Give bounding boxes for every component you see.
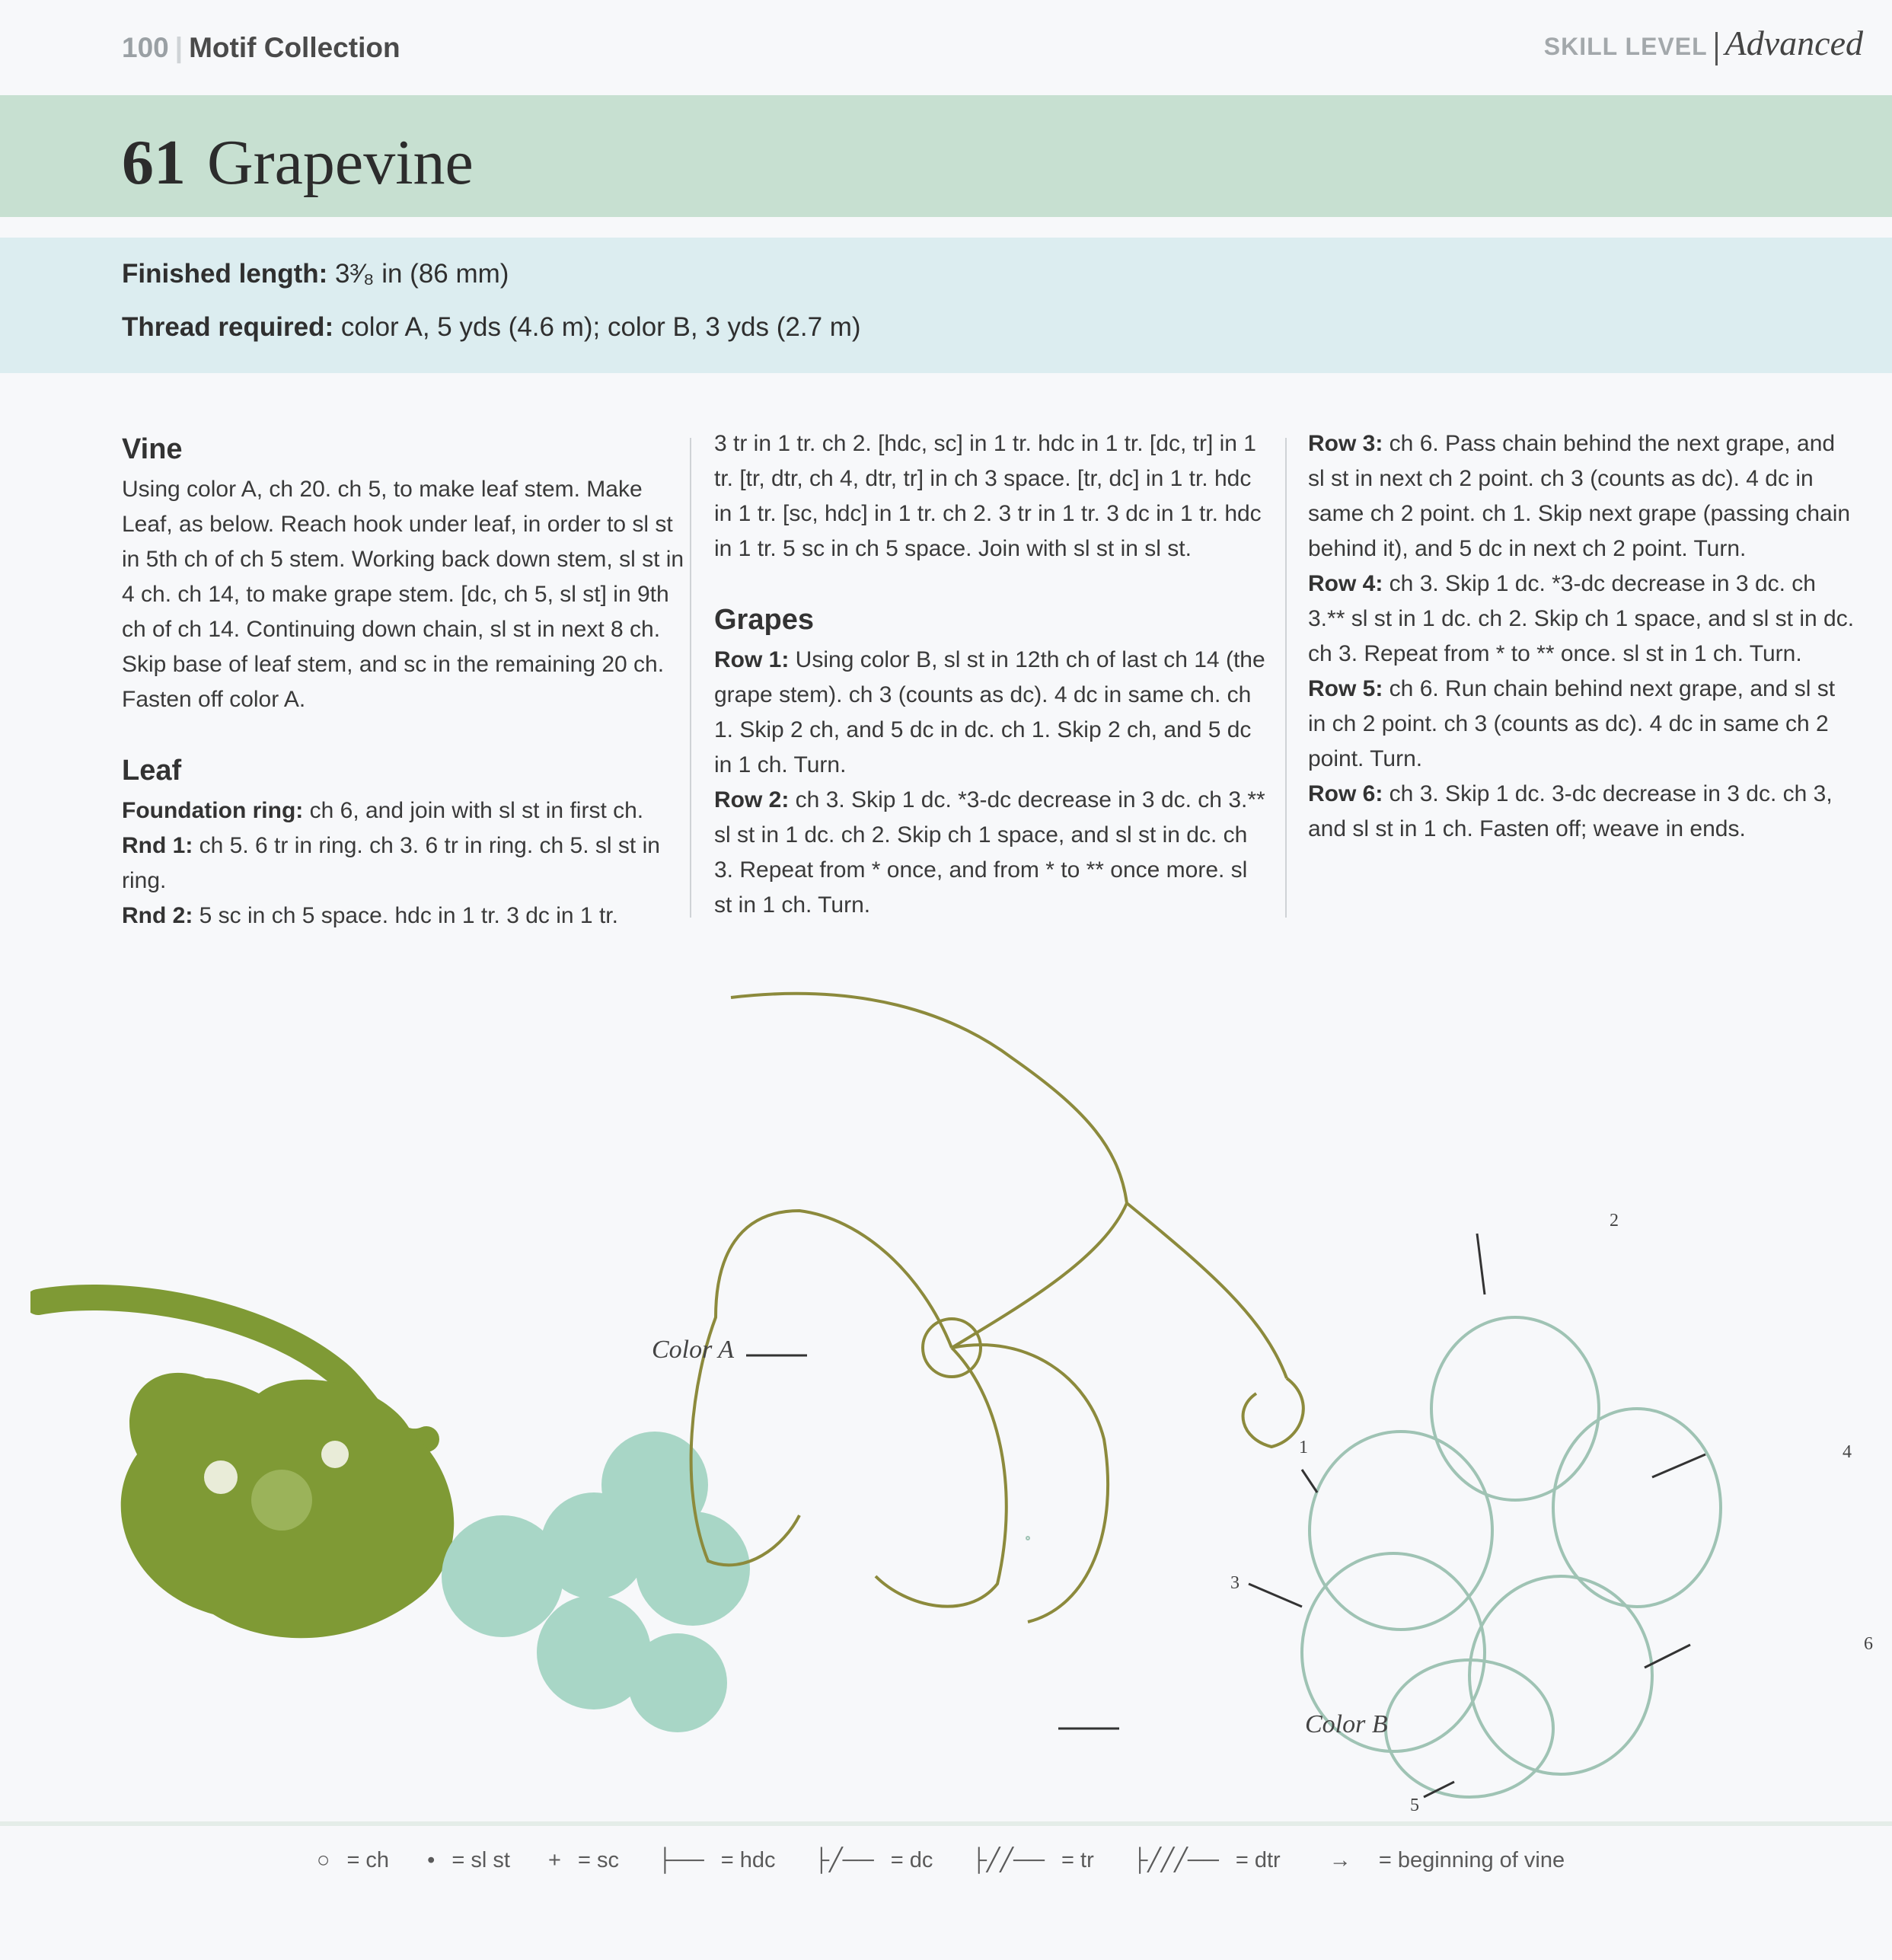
vine-heading: Vine — [122, 433, 183, 465]
row-2-label: Row 2: — [714, 787, 790, 812]
arrow-3 — [1249, 1584, 1302, 1607]
leaf-heading: Leaf — [122, 755, 182, 787]
column-1 — [122, 426, 685, 934]
grape-stem — [1127, 1203, 1287, 1378]
row-2 — [714, 783, 1270, 923]
row-3-text: ch 6. Pass chain behind the next grape, and sl st in next ch 2 point. ch 3 (counts as dc). 4 dc in same ch 2 point. ch 1. Skip next grape (passing chain behind it), and 5 dc in next ch 2 point. Turn. — [1308, 431, 1851, 561]
arrow-number-3: 3 — [1230, 1573, 1240, 1593]
rnd-2-label: Rnd 2: — [122, 903, 193, 928]
arrow-number-4: 4 — [1843, 1442, 1852, 1462]
color-a-chart — [691, 994, 1303, 1622]
row-5 — [1308, 672, 1855, 777]
rnd-2-continued: 3 tr in 1 tr. ch 2. [hdc, sc] in 1 tr. hdc in 1 tr. [dc, tr] in 1 tr. [tr, dtr, ch 4, dtr, tr] in ch 3 space. [tr, dc] in 1 tr. hdc in 1 tr. [sc, hdc] in 1 tr. ch 2. 3 tr in 1 tr. 3 dc in 1 tr. hdc in 1 tr. 5 sc in ch 5 space. Join with sl st in sl st. — [714, 431, 1262, 561]
info-band — [0, 238, 1892, 373]
legend-sc: + = sc — [547, 1848, 619, 1872]
number-arrows — [746, 1234, 1705, 1797]
row-6 — [1308, 777, 1855, 847]
column-2 — [714, 426, 1270, 923]
grape-hook — [1243, 1378, 1303, 1447]
grape-center — [1310, 1432, 1492, 1630]
arrow-4 — [1652, 1454, 1705, 1477]
row-3 — [1308, 426, 1855, 567]
legend-tr: ├╱╱── = tr — [971, 1848, 1094, 1872]
leaf-photo — [38, 1298, 454, 1638]
thread-required — [122, 312, 861, 343]
row-1-text: Using color B, sl st in 12th ch of last ch 14 (the grape stem). ch 3 (counts as dc). 4 dc in same ch. ch 1. Skip 2 ch, and 5 dc in dc. ch 1. Skip 2 ch, and 5 dc in 1 ch. Turn. — [714, 647, 1265, 777]
row-2-text: ch 3. Skip 1 dc. *3-dc decrease in 3 dc. ch 3.** sl st in 1 dc. ch 2. Skip ch 1 space, and sl st in dc. ch 3. Repeat from * once, and from * to ** once more. sl st in 1 ch. Turn. — [714, 787, 1265, 918]
foundation-label: Foundation ring: — [122, 798, 304, 823]
row-3-label: Row 3: — [1308, 431, 1383, 456]
legend-ch: ○ = ch — [316, 1848, 390, 1872]
column-divider-2 — [1285, 438, 1287, 918]
row-1-label: Row 1: — [714, 647, 790, 672]
vine-chain — [731, 994, 1127, 1203]
leaf-outline-bottom — [876, 1348, 1007, 1607]
row-4-text: ch 3. Skip 1 dc. *3-dc decrease in 3 dc. ch 3.** sl st in 1 dc. ch 2. Skip ch 1 space, and sl st in dc. ch 3. Repeat from * to ** once. sl st in 1 ch. Turn. — [1308, 571, 1855, 666]
legend-hdc: ├── = hdc — [657, 1848, 776, 1872]
arrow-number-6: 6 — [1864, 1634, 1873, 1654]
leaf-outline-left — [691, 1211, 952, 1565]
pattern-number: 61 — [122, 127, 186, 198]
grape-6 — [1469, 1576, 1652, 1774]
header-separator: | — [174, 32, 183, 63]
rnd-2-text: 5 sc in ch 5 space. hdc in 1 tr. 3 dc in 1 tr. — [193, 903, 618, 928]
skill-divider — [1715, 32, 1718, 65]
column-divider-1 — [690, 438, 691, 918]
arrow-number-5: 5 — [1410, 1796, 1419, 1815]
legend-dc: ├╱── = dc — [813, 1848, 933, 1872]
row-6-text: ch 3. Skip 1 dc. 3-dc decrease in 3 dc. ch 3, and sl st in 1 ch. Fasten off; weave in ends. — [1308, 781, 1833, 841]
page-number: 100 — [122, 32, 169, 63]
pattern-title — [122, 126, 474, 200]
color-b-label: Color B — [1305, 1710, 1388, 1738]
stitch-legend — [0, 1847, 1892, 1873]
row-4 — [1308, 567, 1855, 672]
foundation-ring — [122, 793, 685, 828]
vine-instructions: Using color A, ch 20. ch 5, to make leaf stem. Make Leaf, as below. Reach hook under leaf, in order to sl st in 5th ch of ch 5 stem. Working back down stem, sl st in 4 ch. ch 14, to make grape stem. [dc, ch 5, sl st] in 9th ch of ch 14. Continuing down chain, sl st in next 8 ch. Skip base of leaf stem, and sc in the remaining 20 ch. Fasten off color A. — [122, 477, 684, 712]
arrow-right-icon: → — [1329, 1848, 1351, 1872]
column-3 — [1308, 426, 1855, 847]
finished-length-label: Finished length: — [122, 259, 328, 289]
thread-required-label: Thread required: — [122, 312, 334, 342]
rnd-2 — [122, 899, 685, 934]
rnd-1-text: ch 5. 6 tr in ring. ch 3. 6 tr in ring. ch 5. sl st in ring. — [122, 833, 660, 893]
thread-required-value: color A, 5 yds (4.6 m); color B, 3 yds (2.7 m) — [340, 312, 861, 342]
crochet-chart — [632, 952, 1865, 1820]
skill-level-value: Advanced — [1724, 24, 1863, 62]
footer-rule — [0, 1821, 1892, 1826]
skill-level — [1544, 23, 1863, 65]
legend-vine: → = beginning of vine — [1329, 1848, 1565, 1872]
skill-level-label: SKILL LEVEL — [1543, 33, 1708, 60]
arrow-2 — [1477, 1234, 1485, 1294]
arrow-number-1: 1 — [1299, 1438, 1308, 1457]
page-header-left — [122, 32, 400, 64]
legend-dtr: ├╱╱╱── = dtr — [1131, 1848, 1281, 1872]
leaf-outline-right — [952, 1345, 1108, 1622]
section-title: Motif Collection — [189, 32, 400, 63]
color-a-label: Color A — [652, 1336, 735, 1364]
row-1 — [714, 643, 1270, 783]
rnd-1 — [122, 828, 685, 899]
finished-length-value: 3³⁄₈ in (86 mm) — [335, 259, 509, 289]
arrow-number-2: 2 — [1610, 1211, 1619, 1231]
grapes-heading: Grapes — [714, 604, 814, 636]
finished-length — [122, 259, 509, 289]
row-4-label: Row 4: — [1308, 571, 1383, 596]
row-5-label: Row 5: — [1308, 676, 1383, 701]
rnd-1-label: Rnd 1: — [122, 833, 193, 858]
row-6-label: Row 6: — [1308, 781, 1383, 806]
pattern-name: Grapevine — [207, 127, 474, 198]
grape-2 — [1431, 1317, 1599, 1500]
row-5-text: ch 6. Run chain behind next grape, and sl st in ch 2 point. ch 3 (counts as dc). 4 dc in same ch 2 point. Turn. — [1308, 676, 1836, 771]
legend-slst: • = sl st — [427, 1848, 510, 1872]
arrow-1 — [1302, 1470, 1317, 1492]
leaf-stem — [952, 1203, 1127, 1348]
foundation-text: ch 6, and join with sl st in first ch. — [303, 798, 644, 823]
